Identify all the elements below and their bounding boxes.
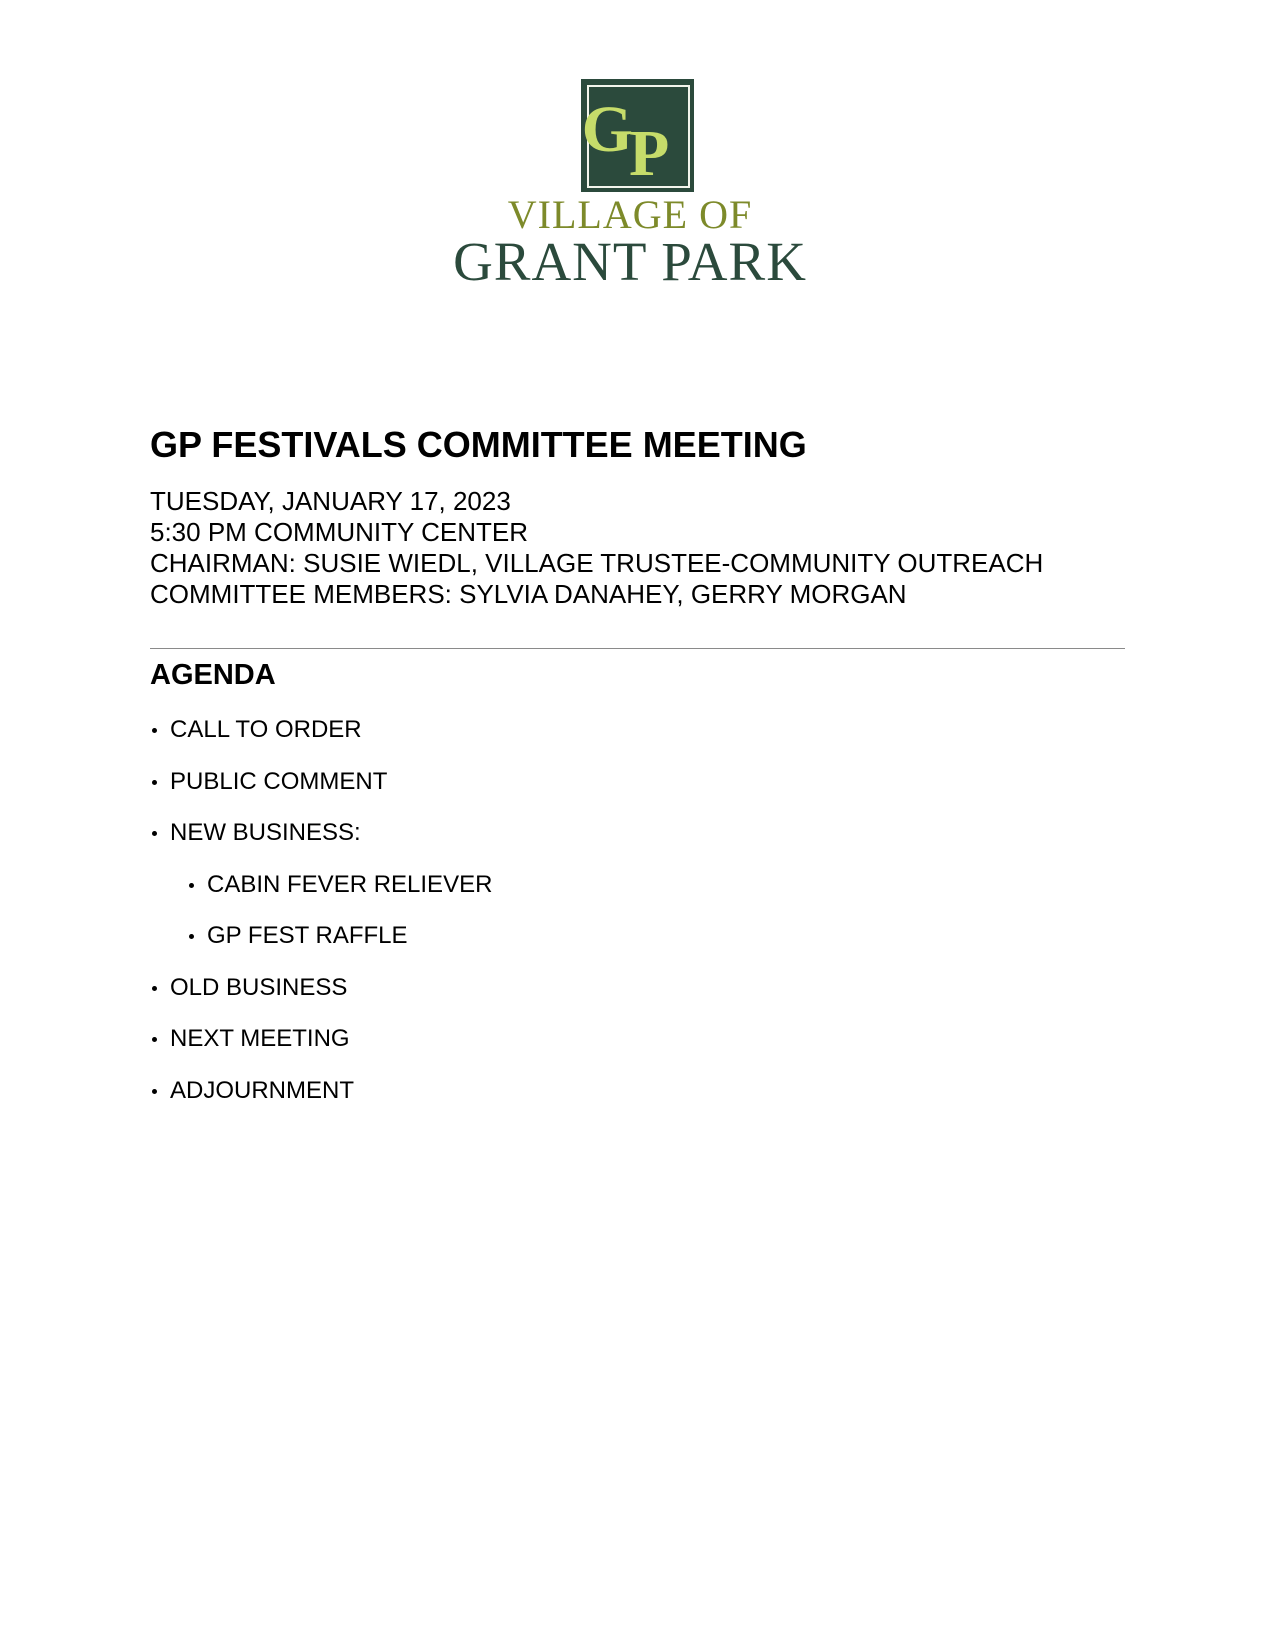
logo-text-grant-park: GRANT PARK <box>453 231 807 292</box>
meeting-date: TUESDAY, JANUARY 17, 2023 <box>150 486 511 516</box>
bullet-icon <box>152 1037 157 1042</box>
meeting-info <box>150 486 1043 610</box>
agenda-list <box>150 714 492 1126</box>
monogram-letter-p: P <box>629 117 670 190</box>
agenda-item-label: OLD BUSINESS <box>170 973 348 1001</box>
bullet-icon <box>189 883 194 888</box>
monogram-letter-g: G <box>581 93 633 166</box>
bullet-icon <box>189 934 194 939</box>
bullet-icon <box>152 728 157 733</box>
agenda-subitem <box>150 869 492 921</box>
bullet-icon <box>152 780 157 785</box>
agenda-item <box>150 1075 492 1127</box>
agenda-item <box>150 817 492 869</box>
agenda-item-label: ADJOURNMENT <box>170 1076 354 1104</box>
agenda-subitem <box>150 920 492 972</box>
meeting-members: COMMITTEE MEMBERS: SYLVIA DANAHEY, GERRY MORGAN <box>150 579 907 609</box>
bullet-icon <box>152 831 157 836</box>
agenda-item <box>150 972 492 1024</box>
agenda-heading: AGENDA <box>150 659 276 691</box>
agenda-item-label: PUBLIC COMMENT <box>170 767 388 795</box>
village-logo <box>420 75 840 290</box>
meeting-chairman: CHAIRMAN: SUSIE WIEDL, VILLAGE TRUSTEE-COMMUNITY OUTREACH <box>150 548 1044 578</box>
meeting-time-location: 5:30 PM COMMUNITY CENTER <box>150 517 529 547</box>
agenda-subitem-label: CABIN FEVER RELIEVER <box>207 870 493 898</box>
meeting-title: GP FESTIVALS COMMITTEE MEETING <box>150 424 807 465</box>
agenda-item-label: NEXT MEETING <box>170 1025 350 1052</box>
bullet-icon <box>152 1089 157 1094</box>
agenda-subitem-label: GP FEST RAFFLE <box>207 922 408 949</box>
agenda-item-label: NEW BUSINESS: <box>170 819 361 846</box>
logo-text-village-of: VILLAGE OF <box>507 192 753 237</box>
divider <box>150 648 1125 649</box>
agenda-item <box>150 714 492 766</box>
bullet-icon <box>152 986 157 991</box>
gp-monogram-logo <box>581 79 694 192</box>
agenda-item <box>150 766 492 818</box>
agenda-item <box>150 1023 492 1075</box>
agenda-item-label: CALL TO ORDER <box>170 716 362 743</box>
